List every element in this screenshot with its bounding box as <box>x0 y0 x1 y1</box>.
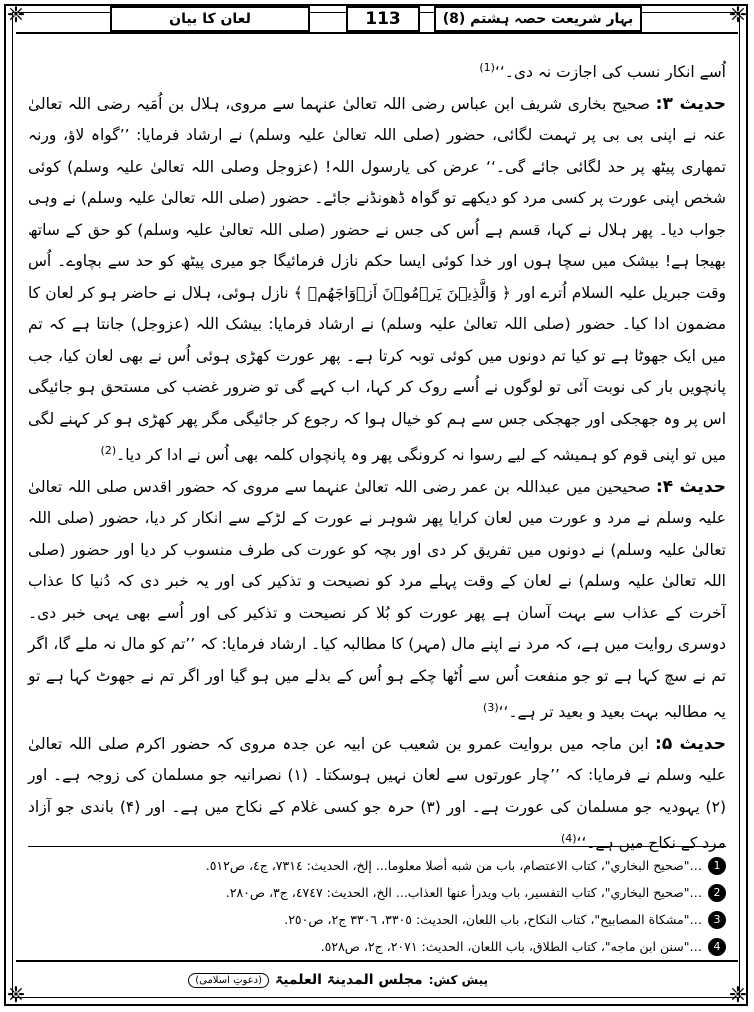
footnote-text: …"سنن ابن ماجه"، كتاب الطلاق، باب اللعان، الحديث: ٢٠٧١، ج٢، ص٥٢٨. <box>320 939 702 954</box>
footnote-number: 3 <box>708 911 726 929</box>
hadith-label: حدیث ۵: <box>655 733 726 754</box>
corner-ornament-icon: ❈ <box>6 983 26 1008</box>
page-footer <box>16 960 738 1002</box>
corner-ornament-icon: ❈ <box>6 3 26 28</box>
hadith-label: حدیث ۴: <box>655 476 726 497</box>
footnote-text: …"صحيح البخاري"، كتاب الاعتصام، باب من شبه أصلا معلوما... إلخ، الحديث: ٧٣١٤، ج٤، ص٥١٢. <box>205 858 702 873</box>
hadith-5 <box>28 729 726 860</box>
footnote-item <box>28 852 726 879</box>
footnote-ref: (4) <box>560 832 577 846</box>
presented-by-label: پیش کش: <box>428 973 488 987</box>
footnote-number: 4 <box>708 938 726 956</box>
paragraph-intro <box>28 52 726 89</box>
footnote-item <box>28 879 726 906</box>
hadith-text: صحیحین میں عبداللہ بن عمر رضی اللہ تعالیٰ عنہما سے مروی کہ حضور اقدس صلی اللہ تعالیٰ علیہ وسلم نے مرد و عورت میں لعان کرایا پھر شوہر نے عورت کے لڑکے سے انکار کر دیا، حضور (صلی اللہ تعالیٰ علیہ وسلم) نے دونوں میں تفریق کر دی اور بچہ کو عورت کی طرف منسوب کر دیا اور حضور (صلی اللہ تعالیٰ علیہ وسلم) نے لعان کے وقت پہلے مرد کو نصیحت و تذکیر کی اور یہ خبر دی کہ دُنیا کا عذاب آخرت کے عذاب سے بہت آسان ہے پھر عورت کو بُلا کر نصیحت و تذکیر کی اور اُسے بھی یہی خبر دی۔ دوسری روایت میں ہے، کہ مرد نے اپنے مال (مہر) کا مطالبہ کیا۔ ارشاد فرمایا: کہ ’’تم کو مال نہ ملے گا، اگر تم نے سچ کہا ہے تو جو منفعت اُس سے اُٹھا چکے ہو اُس کے بدلے میں ہو گیا اور اگر تم نے جھوٹ کہا ہے تو یہ مطالبہ بہت بعید و بعید تر ہے۔‘‘ <box>28 477 726 722</box>
page-header <box>16 6 738 34</box>
publisher-tag: (دعوتِ اسلامی) <box>188 973 269 988</box>
hadith-label: حدیث ۳: <box>655 93 727 114</box>
footnote-number: 1 <box>708 857 726 875</box>
page-number: 113 <box>346 6 420 32</box>
publisher-credit <box>188 972 488 988</box>
footnote-ref: (3) <box>483 701 499 715</box>
main-text <box>28 52 726 860</box>
footnote-ref: (2) <box>100 444 117 458</box>
header-rule <box>16 32 738 34</box>
footnotes <box>28 852 726 960</box>
publisher-name: مجلس المدینۃ العلمیۃ <box>275 972 423 988</box>
chapter-title: لعان کا بیان <box>110 6 310 32</box>
corner-ornament-icon: ❈ <box>728 983 748 1008</box>
hadith-3 <box>28 89 726 472</box>
intro-text: اُسے انکار نسب کی اجازت نہ دی۔‘‘ <box>494 63 726 82</box>
book-title: بہار شریعت حصہ ہشتم (8) <box>434 6 642 32</box>
footnote-number: 2 <box>708 884 726 902</box>
hadith-text: صحیح بخاری شریف ابن عباس رضی اللہ تعالیٰ عنہما سے مروی، ہلال بن اُمَیہ رضی اللہ تعالیٰ عنہ نے اپنی بی بی پر تہمت لگائی، حضور (صلی اللہ تعالیٰ علیہ وسلم) نے ارشاد فرمایا: ’’گواہ لاؤ، ورنہ تمھاری پیٹھ پر حد لگائی جائے گی۔‘‘ عرض کی یارسول اللہ! (عزوجل وصلی اللہ تعالیٰ علیہ وسلم) کوئی شخص اپنی عورت پر کسی مرد کو دیکھے تو گواہ ڈھونڈنے جائے۔ حضور (صلی اللہ تعالیٰ علیہ وسلم) نے وہی جواب دیا۔ پھر ہلال نے کہا، قسم ہے اُس کی جس نے حضور (صلی اللہ تعالیٰ علیہ وسلم) کو حق کے ساتھ بھیجا ہے! بیشک میں سچا ہوں اور خدا کوئی ایسا حکم نازل فرمائیگا جو میری پیٹھ کو حد سے بچاوے۔ اُس وقت جبریل علیہ السلام اُترے اور ﴿ وَالَّذِیۡنَ یَرۡمُوۡنَ اَزۡوَاجَھُمۡ ﴾ نازل ہوئی، ہلال نے حاضر ہو کر لعان کا مضمون ادا کیا۔ حضور (صلی اللہ تعالیٰ علیہ وسلم) نے ارشاد فرمایا: بیشک اللہ (عزوجل) جانتا ہے کہ تم میں ایک جھوٹا ہے تو کیا تم دونوں میں کوئی توبہ کرتا ہے۔ پھر عورت کھڑی ہوئی اُس نے بھی لعان کیا، جب پانچویں بار کی نوبت آئی تو لوگوں نے اُسے روک کر کہا، اب کہے گی تو ضرور غضب کی مستحق ہو جائیگی اس پر وہ جھجکی اور جھجکی جس سے ہم کو خیال ہوا کہ رجوع کر جائیگی مگر پھر کھڑی ہو کر کہنے لگی میں تو اپنی قوم کو ہمیشہ کے لیے رسوا نہ کرونگی پھر وہ پانچواں کلمہ بھی اُس نے ادا کر دیا۔ <box>28 94 726 465</box>
footnote-ref: (1) <box>479 61 495 74</box>
hadith-text: ابن ماجہ میں بروایت عمرو بن شعیب عن ابیہ عن جدہ مروی کہ حضور اکرم صلی اللہ تعالیٰ علیہ وسلم نے فرمایا: کہ ’’چار عورتوں سے لعان نہیں ہوسکتا۔ (۱) نصرانیہ جو مسلمان کی زوجہ ہے۔ اور (۲) یہودیہ جو مسلمان کی عورت ہے۔ اور (۳) حرہ جو کسی غلام کے نکاح میں ہے۔ اور (۴) باندی جو آزاد مرد کے نکاح میں ہے۔‘‘ <box>28 734 726 853</box>
corner-ornament-icon: ❈ <box>728 3 748 28</box>
footnote-text: …"مشكاة المصابيح"، كتاب النكاح، باب اللعان، الحديث: ٣٣٠٥، ٣٣٠٦ ج٢، ص٢٥٠. <box>284 912 702 927</box>
footnote-item <box>28 933 726 960</box>
footnote-item <box>28 906 726 933</box>
footnote-text: …"صحيح البخاري"، كتاب التفسير، باب ويدرأ عنها العذاب... الخ، الحديث: ٤٧٤٧، ج٣، ص٢٨٠. <box>225 885 702 900</box>
footnote-rule <box>28 846 726 847</box>
hadith-4 <box>28 472 726 729</box>
